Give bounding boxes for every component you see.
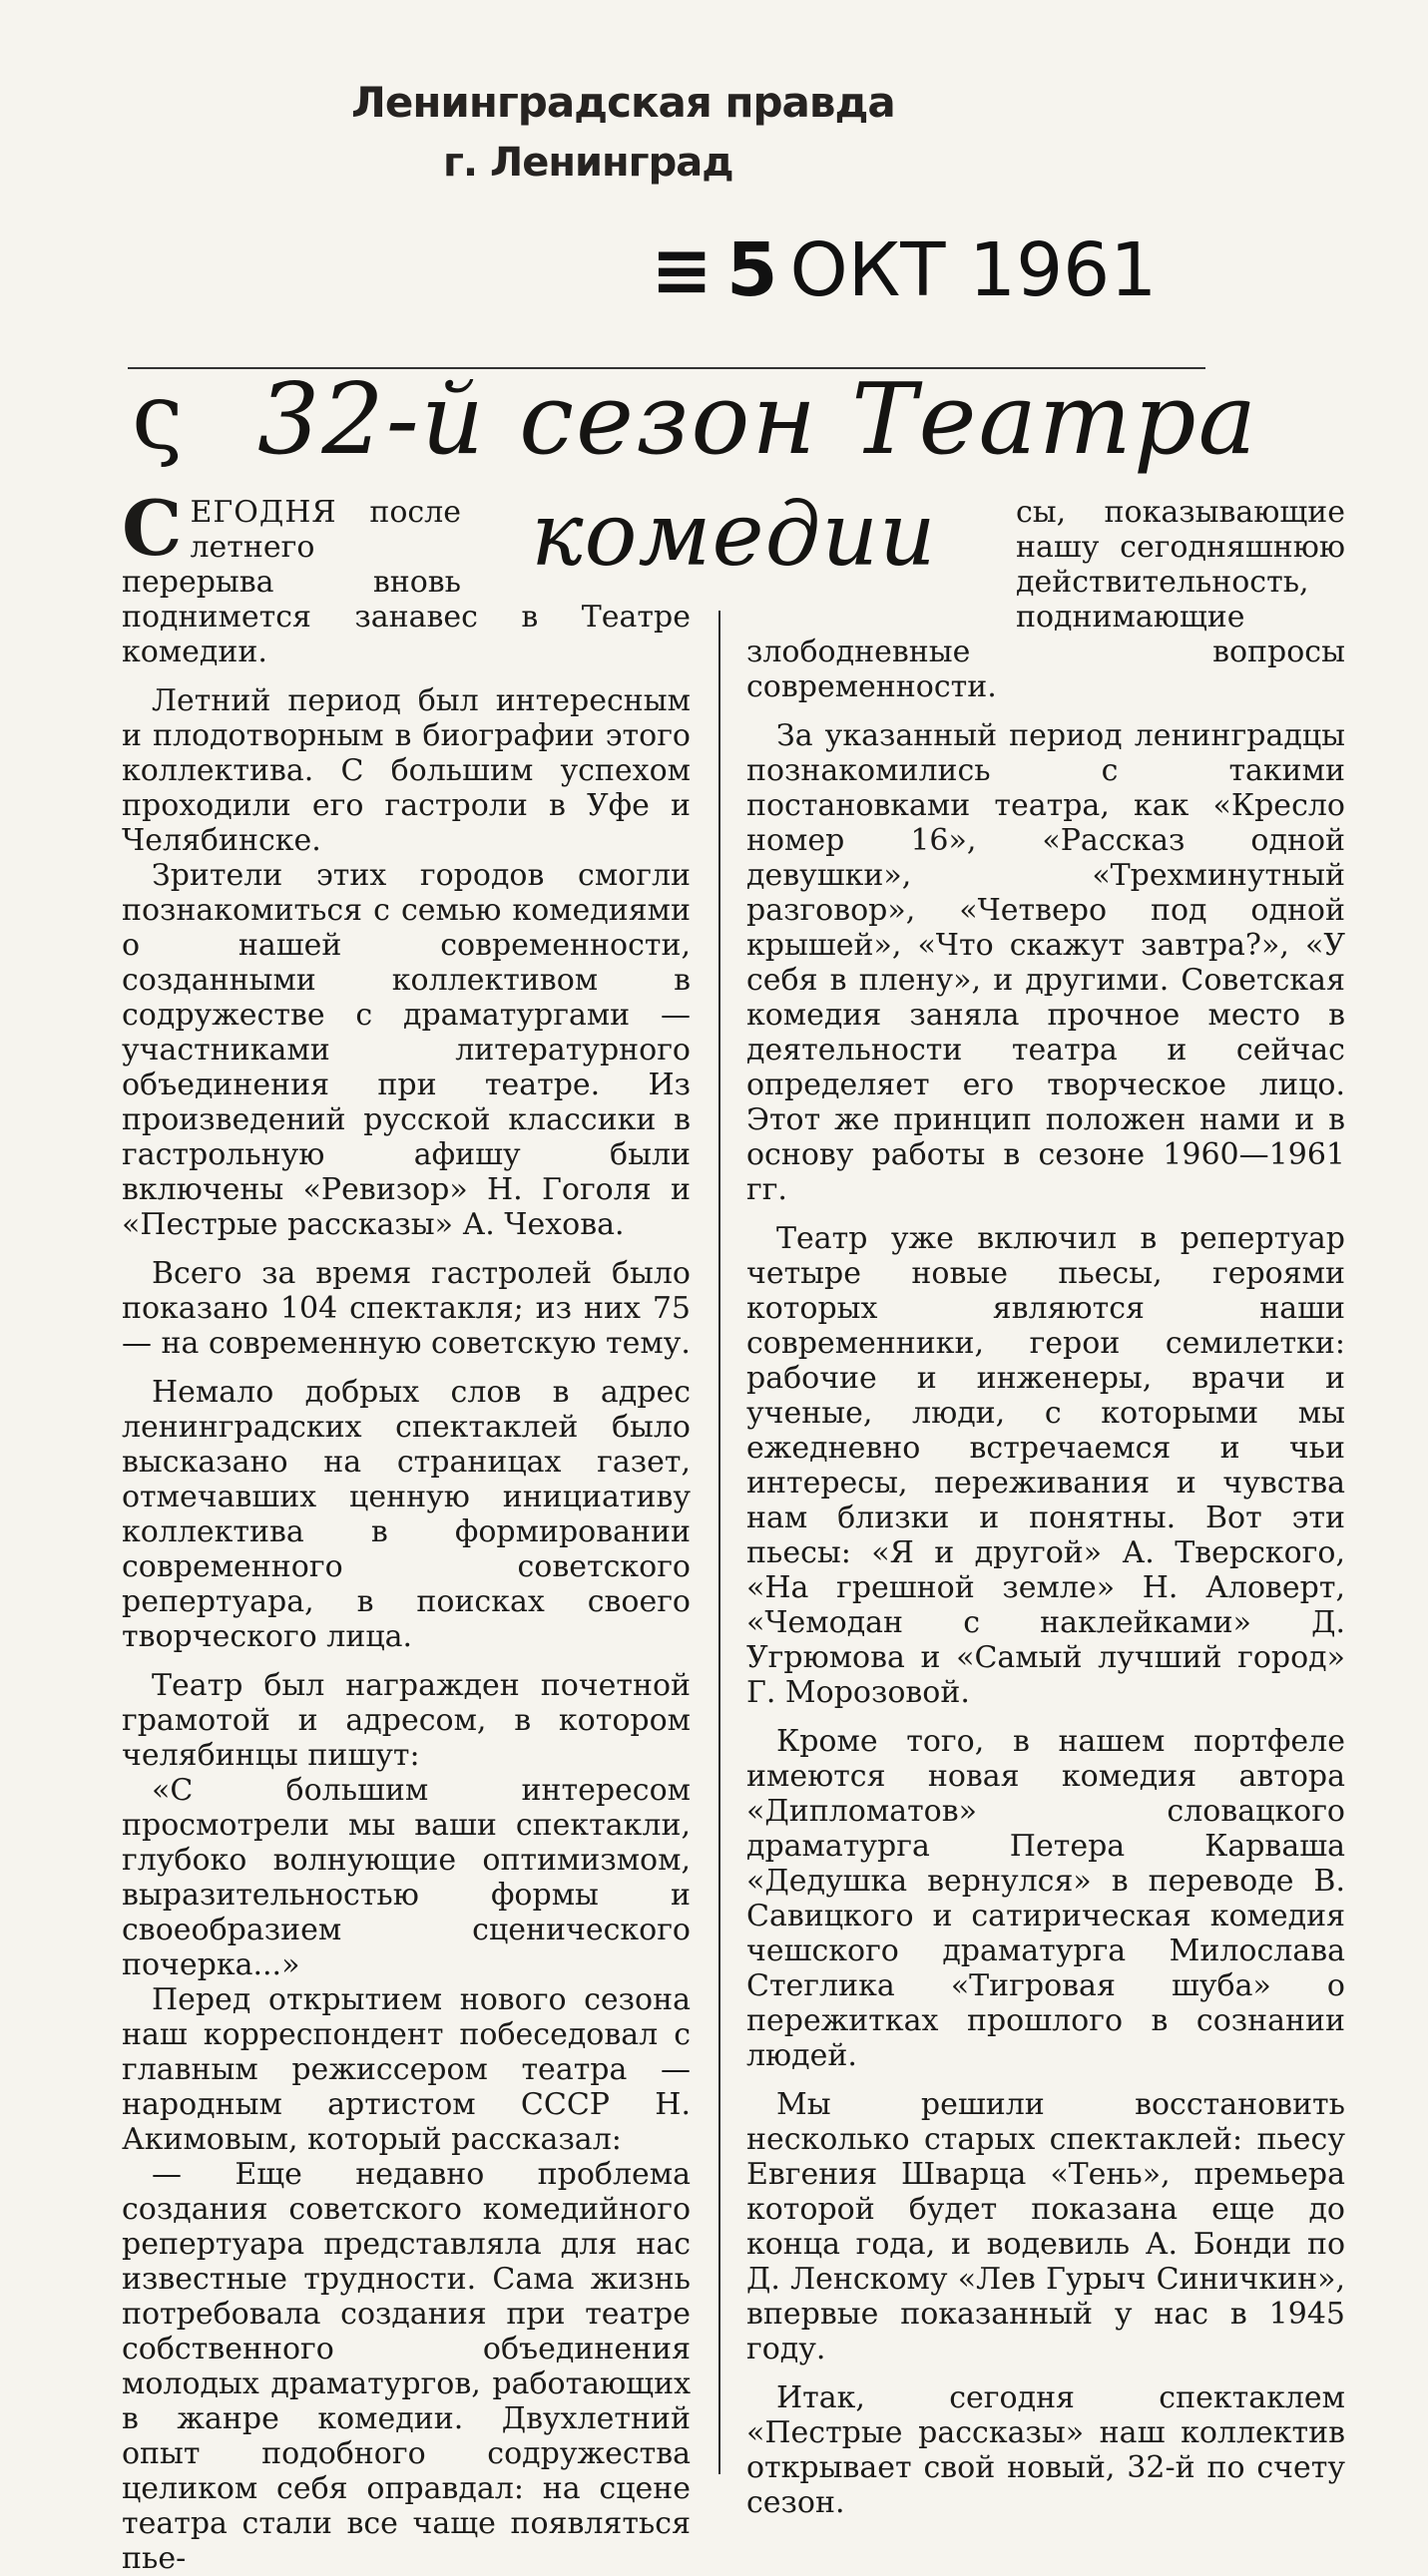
paragraph: сы, показывающие нашу сегодняшнюю действительность, поднимающие злободневные вопросы современности. <box>746 495 1345 704</box>
date-stamp-month-year: ОКТ 1961 <box>789 227 1158 313</box>
article-title-line1: 32-й сезон Театра <box>257 363 1258 477</box>
paragraph: Мы решили восстановить несколько старых спектаклей: пьесу Евгения Шварца «Тень», премьера которой будет показана еще до конца года, и водевиль А. Бонди по Д. Ленскому «Лев Гурыч Синичкин», впервые показанный у нас в 1945 году. <box>746 2087 1345 2366</box>
source-city: г. Ленинград <box>443 140 733 186</box>
paragraph: Летний период был интересным и плодотворным в биографии этого коллектива. С большим успехом проходили его гастроли в Уфе и Челябинске. <box>122 683 691 858</box>
paragraph: Перед открытием нового сезона наш корреспондент побеседовал с главным режиссером театра — народным артистом СССР Н. Акимовым, который рассказал: <box>122 1982 691 2157</box>
date-stamp <box>651 227 1157 313</box>
paragraph: — Еще недавно проблема создания советского комедийного репертуара представляла для нас известные трудности. Сама жизнь потребовала создания при театре собственного объединения молодых драматургов, работающих в жанре комедии. Двухлетний опыт подобного содружества целиком себя оправдал: на сцене театра стали все чаще появляться пье- <box>122 2157 691 2576</box>
paragraph: Всего за время гастролей было показано 104 спектакля; из них 75 — на современную советскую тему. <box>122 1256 691 1361</box>
right-column <box>746 495 1345 2520</box>
article-title-line2: комедии <box>531 483 937 586</box>
column-divider <box>718 611 720 2474</box>
paragraph: Театр уже включил в репертуар четыре новые пьесы, героями которых являются наши современники, герои семилетки: рабочие и инженеры, врачи и ученые, люди, с которыми мы ежедневно встречаемся и чьи интересы, переживания и чувства нам близки и понятны. Вот эти пьесы: «Я и другой» А. Тверского, «На грешной земле» Н. Аловерт, «Чемодан с наклейками» Д. Угрюмова и «Самый лучший город» Г. Морозовой. <box>746 1221 1345 1710</box>
left-column <box>122 484 691 2576</box>
date-stamp-day: 5 <box>726 227 778 313</box>
lead-text: после летнего перерыва вновь поднимется занавес в Театре комедии. <box>122 495 691 669</box>
source-newspaper-name: Ленинградская правда <box>351 78 895 127</box>
title-wrap-spacer <box>461 495 691 597</box>
paragraph: Немало добрых слов в адрес ленинградских спектаклей было высказано на страницах газет, отмечавших ценную инициативу коллектива в формировании современного советского репертуара, в поисках своего творческого лица. <box>122 1375 691 1654</box>
lead-caps: ЕГОДНЯ <box>190 495 337 530</box>
paragraph: Кроме того, в нашем портфеле имеются новая комедия автора «Дипломатов» словацкого драматурга Петера Карваша «Дедушка вернулся» в переводе В. Савицкого и сатирическая комедия чешского драматурга Милослава Стеглика «Тигровая шуба» о пережитках прошлого в сознании людей. <box>746 1724 1345 2073</box>
drop-cap: С <box>122 484 183 573</box>
title-wrap-spacer <box>746 495 1016 635</box>
paragraph: Театр был награжден почетной грамотой и адресом, в котором челябинцы пишут: <box>122 1668 691 1773</box>
paragraph: Зрители этих городов смогли познакомиться с семью комедиями о нашей современности, созданными коллективом в содружестве с драматургами — участниками литературного объединения при театре. Из произведений русской классики в гастрольную афишу были включены «Ревизор» Н. Гоголя и «Пестрые рассказы» А. Чехова. <box>122 858 691 1242</box>
paragraph: Итак, сегодня спектаклем «Пестрые рассказы» наш коллектив открывает свой новый, 32-й по счету сезон. <box>746 2380 1345 2520</box>
title-margin-mark: ς <box>132 363 184 470</box>
quote-paragraph: «С большим интересом просмотрели мы ваши спектакли, глубоко волнующие оптимизмом, выразительностью формы и своеобразием сценического почерка...» <box>122 1773 691 1982</box>
date-stamp-mark: ≡ <box>651 227 714 313</box>
paragraph: За указанный период ленинградцы познакомились с такими постановками театра, как «Кресло номер 16», «Рассказ одной девушки», «Трехминутный разговор», «Четверо под одной крышей», «Что скажут завтра?», «У себя в плену», и другими. Советская комедия заняла прочное место в деятельности театра и сейчас определяет его творческое лицо. Этот же принцип положен нами и в основу работы в сезоне 1960—1961 гг. <box>746 718 1345 1207</box>
